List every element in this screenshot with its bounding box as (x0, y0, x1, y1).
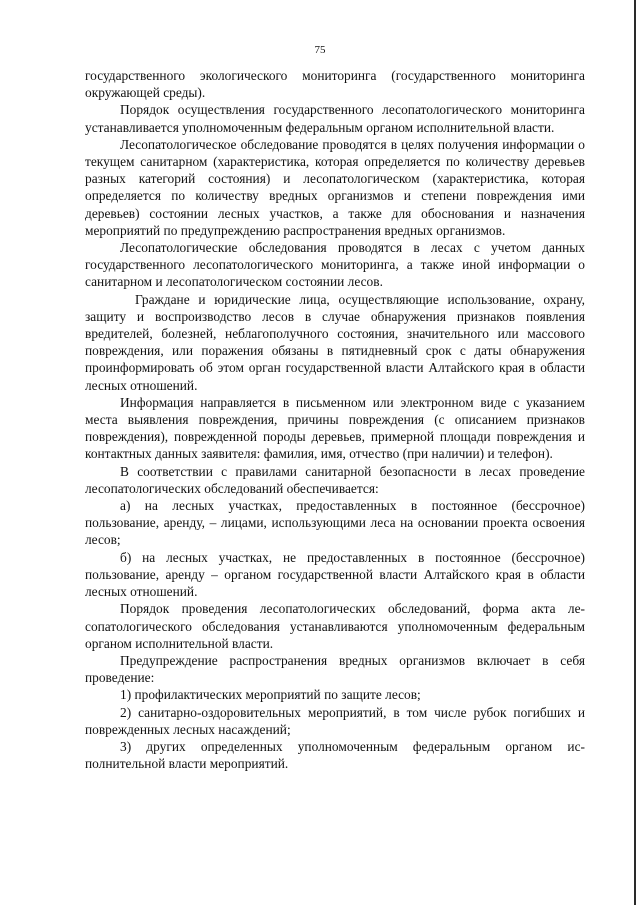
paragraph-7: В соответствии с правилами санитарной безопасности в лесах проведение лесопатологических обследований обеспечивается: (85, 463, 585, 496)
paragraph-3: Лесопатологическое обследование проводятся в целях получения информации о текущем санитарном (характеристика, которая определяется по количеству деревьев разных категорий состояния) и лесопатологическом (характеристика, которая определяется по количеству вредных организмов и степени повреждения ими деревьев) состоянии лесных участков, а также для обоснования и назначения мероприятий по предупреждению распространения вредных организмов. (85, 136, 585, 238)
list-item-3: 3) других определенных уполномоченным федеральным органом исполнительной власти мероприятий. (85, 738, 585, 772)
list-item-1: 1) профилактических мероприятий по защите лесов; (120, 687, 421, 703)
list-item-b: б) на лесных участках, не предоставленных в постоянное (бессрочное) пользование, аренду – органом государственной власти Алтайского края в области лесных отношений. (85, 549, 585, 600)
list-item-2: 2) санитарно-оздоровительных мероприятий, в том числе рубок погибших и поврежденных лесных насаждений; (85, 704, 585, 737)
paragraph-8: Порядок проведения лесопатологических обследований, форма акта лесопатологического обследования устанавливаются уполномоченным федеральным органом исполнительной власти. (85, 601, 585, 651)
paragraph-9: Предупреждение распространения вредных организмов включает в себя проведение: (85, 652, 585, 686)
paragraph-6: Информация направляется в письменном или электронном виде с указанием места выявления повреждения, причины повреждения (с описанием признаков повреждения), поврежденной породы деревьев, примерной площади повреждения и контактных данных заявителя: фамилия, имя, отчество (при наличии) и телефон). (85, 394, 585, 462)
list-item-a: а) на лесных участках, предоставленных в постоянное (бессрочное) пользование, аренду, – лицами, использующими леса на основании проекта освоения лесов; (85, 498, 585, 548)
paragraph-1: государственного экологического мониторинга (государственного мониторинга окружающей среды). (85, 68, 585, 101)
document-body (85, 67, 585, 772)
page-number: 75 (314, 44, 326, 56)
paragraph-4: Лесопатологические обследования проводятся в лесах с учетом данных государственного лесопатологического мониторинга, а также иной информации о санитарном и лесопатологическом состоянии лесов. (85, 240, 585, 290)
paragraph-2: Порядок осуществления государственного лесопатологического мониторинга устанавливается уполномоченным федеральным органом исполнительной власти. (85, 102, 585, 135)
paragraph-5: Граждане и юридические лица, осуществляющие использование, охрану, защиту и воспроизводство лесов в случае обнаружения признаков появления вредителей, болезней, неблагополучного состояния, значительного или массового повреждения, или поражения обязаны в пятидневный срок с даты обнаружения проинформировать об этом орган государственной власти Алтайского края в области лесных отношений. (85, 291, 585, 393)
page-edge-shadow (634, 0, 636, 905)
